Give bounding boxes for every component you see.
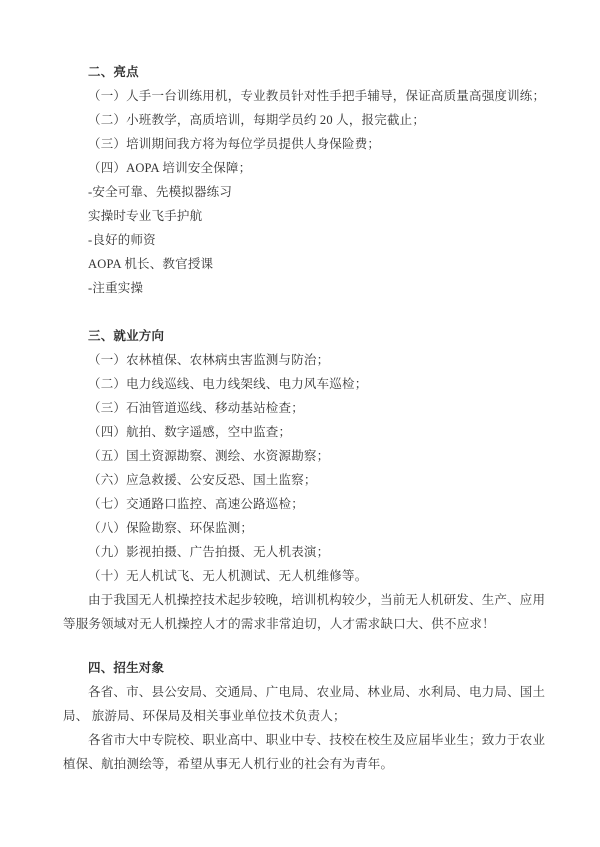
text-line: 由于我国无人机操控技术起步较晚，培训机构较少，当前无人机研发、生产、应用 xyxy=(88,593,546,607)
text-line: （五）国土资源勘察、测绘、水资源勘察； xyxy=(88,449,330,463)
text-line: -良好的师资 xyxy=(88,233,156,247)
text-line: （一）人手一台训练用机，专业教员针对性手把手辅导，保证高质量高强度训练； xyxy=(88,89,546,103)
text-line: （九）影视拍摄、广告拍摄、无人机表演； xyxy=(88,545,330,559)
text-line: （三）石油管道巡线、移动基站检查； xyxy=(88,401,304,415)
text-line: 各省市大中专院校、职业高中、职业中专、技校在校生及应届毕业生；致力于农业 xyxy=(88,733,546,747)
text-line: -注重实操 xyxy=(88,281,144,295)
document-content xyxy=(63,60,546,776)
section-heading: 三、就业方向 xyxy=(88,329,165,343)
text-line: 局、 旅游局、环保局及相关事业单位技术负责人； xyxy=(63,709,346,723)
section-employment xyxy=(63,324,546,636)
text-line: 植保、航拍测绘等，希望从事无人机行业的社会有为青年。 xyxy=(63,757,394,771)
text-line: 等服务领域对无人机操控人才的需求非常迫切，人才需求缺口大、供不应求！ xyxy=(63,617,495,631)
text-line: （二）小班教学，高质培训，每期学员约 20 人，报完截止； xyxy=(88,113,426,127)
text-line: （八）保险勘察、环保监测； xyxy=(88,521,254,535)
text-line: 实操时专业飞手护航 xyxy=(88,209,203,223)
section-enrollment xyxy=(63,656,546,776)
text-line: （四）AOPA 培训安全保障； xyxy=(88,161,252,175)
section-heading: 四、招生对象 xyxy=(88,661,165,675)
text-line: （十）无人机试飞、无人机测试、无人机维修等。 xyxy=(88,569,368,583)
text-line: （四）航拍、数字遥感，空中监查； xyxy=(88,425,292,439)
text-line: -安全可靠、先模拟器练习 xyxy=(88,185,233,199)
text-line: （一）农林植保、农林病虫害监测与防治； xyxy=(88,353,330,367)
text-line: 各省、市、县公安局、交通局、广电局、农业局、林业局、水利局、电力局、国土 xyxy=(88,685,546,699)
text-line: （六）应急救援、公安反恐、国土监察； xyxy=(88,473,317,487)
text-line: （三）培训期间我方将为每位学员提供人身保险费； xyxy=(88,137,381,151)
text-line: AOPA 机长、教官授课 xyxy=(88,257,214,271)
section-heading: 二、亮点 xyxy=(88,65,139,79)
text-line: （二）电力线巡线、电力线架线、电力风车巡检； xyxy=(88,377,368,391)
section-highlights xyxy=(63,60,546,300)
text-line: （七）交通路口监控、高速公路巡检； xyxy=(88,497,304,511)
